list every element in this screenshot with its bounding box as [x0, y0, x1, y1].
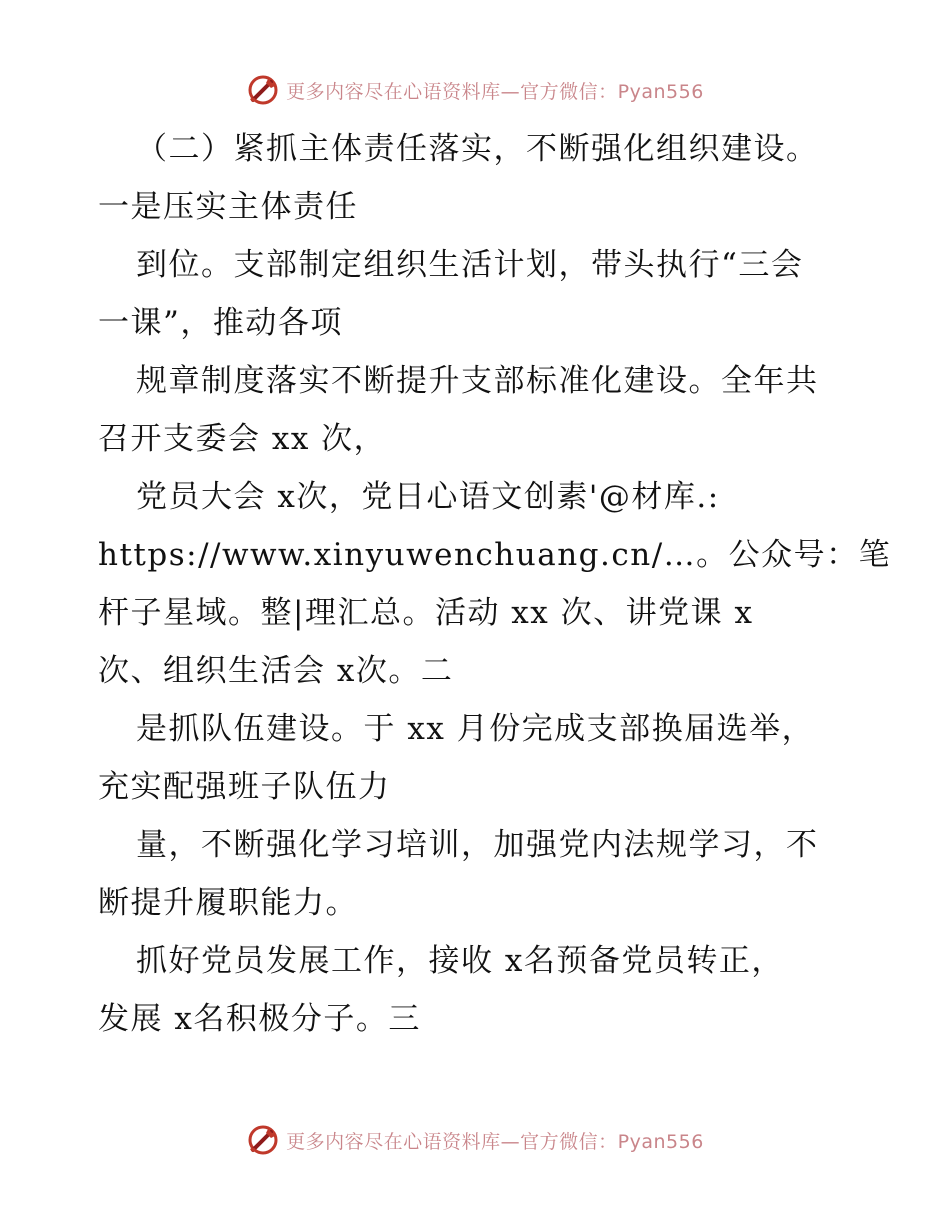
text-line: 断提升履职能力。 — [98, 885, 358, 921]
text-line: 杆子星域。整|理汇总。活动 xx 次、讲党课 x — [98, 595, 754, 631]
brush-logo-icon — [246, 73, 280, 107]
text-line: 充实配强班子队伍力 — [98, 769, 391, 805]
text-line: 抓好党员发展工作，接收 x名预备党员转正， — [136, 943, 784, 979]
brush-logo-icon — [246, 1123, 280, 1157]
text-line: 到位。支部制定组织生活计划，带头执行“三会 — [136, 247, 804, 283]
document-body — [98, 120, 892, 1048]
text-line: 发展 x名积极分子。三 — [98, 1001, 421, 1037]
text-line: （二）紧抓主体责任落实，不断强化组织建设。 — [136, 131, 819, 167]
text-line: 是抓队伍建设。于 xx 月份完成支部换届选举， — [136, 711, 815, 747]
text-line: 召开支委会 xx 次， — [98, 421, 387, 457]
footer-watermark-banner — [0, 1120, 950, 1160]
text-line: 规章制度落实不断提升支部标准化建设。全年共 — [136, 363, 819, 399]
text-line: 一课”，推动各项 — [98, 305, 343, 341]
text-line: 量，不断强化学习培训，加强党内法规学习，不 — [136, 827, 819, 863]
watermark-text: 更多内容尽在心语资料库—官方微信：Pyan556 — [286, 1130, 704, 1153]
header-watermark-banner — [0, 70, 950, 110]
text-line: 一是压实主体责任 — [98, 189, 358, 225]
text-line: 次、组织生活会 x次。二 — [98, 653, 454, 689]
text-line: https://www.xinyuwenchuang.cn/…。公众号：笔 — [98, 537, 892, 573]
watermark-text: 更多内容尽在心语资料库—官方微信：Pyan556 — [286, 80, 704, 103]
text-line: 党员大会 x次，党日心语文创素'@材库.: — [136, 479, 720, 515]
